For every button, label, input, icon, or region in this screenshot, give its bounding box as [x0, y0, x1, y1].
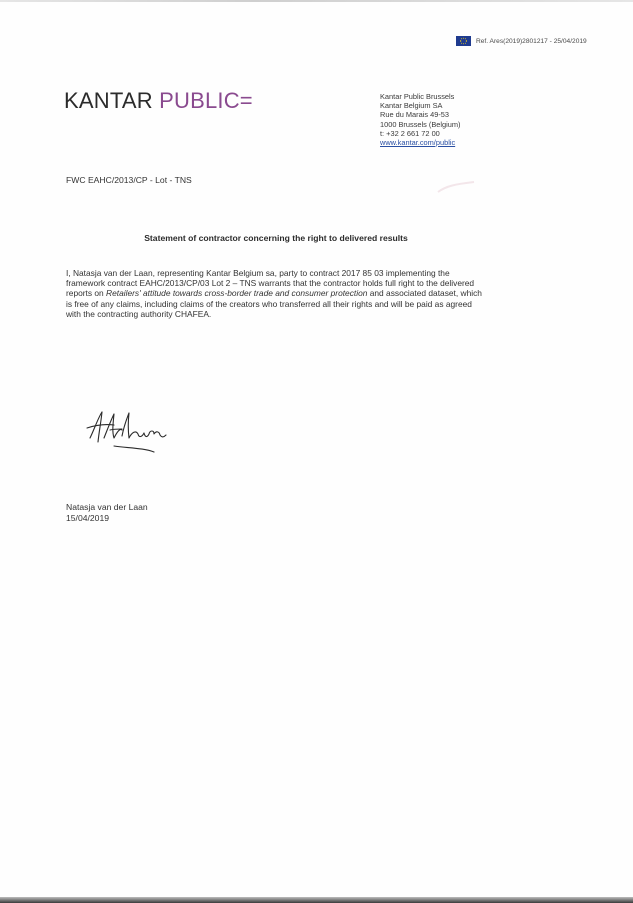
scan-smudge — [436, 180, 476, 194]
company-address — [380, 92, 461, 147]
address-line: 1000 Brussels (Belgium) — [380, 119, 461, 129]
company-website-link[interactable]: www.kantar.com/public — [380, 138, 456, 148]
logo-public: PUBLIC= — [159, 88, 253, 113]
eu-flag-icon — [456, 36, 471, 46]
statement-body — [66, 268, 486, 319]
ares-reference-text: Ref. Ares(2019)2801217 - 25/04/2019 — [476, 37, 587, 45]
logo-kantar: KANTAR — [64, 88, 160, 113]
report-title: Retailers' attitude towards cross-border trade and consumer protection — [106, 288, 368, 299]
address-line: Kantar Public Brussels — [380, 92, 455, 101]
address-line: Rue du Marais 49-53 — [380, 110, 450, 120]
statement-body-part2: and associated dataset, which is free of any claims, including claims of the creators who transferred all their rights and will be paid as agreed with the contracting authority CHAFEA. — [66, 288, 482, 319]
scan-edge-top — [0, 0, 633, 2]
statement-heading: Statement of contractor concerning the right to delivered results — [144, 233, 408, 243]
kantar-public-logo — [64, 88, 253, 114]
address-phone: t: +32 2 661 72 00 — [380, 128, 440, 138]
signature-date: 15/04/2019 — [66, 513, 110, 523]
handwritten-signature — [84, 408, 168, 454]
signatory-name: Natasja van der Laan — [66, 502, 148, 512]
scan-edge-bottom — [0, 897, 633, 903]
signatory-block — [66, 502, 148, 524]
address-line: Kantar Belgium SA — [380, 101, 443, 111]
contract-reference: FWC EAHC/2013/CP - Lot - TNS — [66, 175, 192, 185]
statement-body-part1: I, Natasja van der Laan, representing Kantar Belgium sa, party to contract 2017 85 03 implementing the framework contract EAHC/2013/CP/03 Lot 2 – TNS warrants that the contractor holds full right to the delivered reports on — [66, 268, 475, 299]
ares-reference-stamp — [456, 35, 587, 47]
